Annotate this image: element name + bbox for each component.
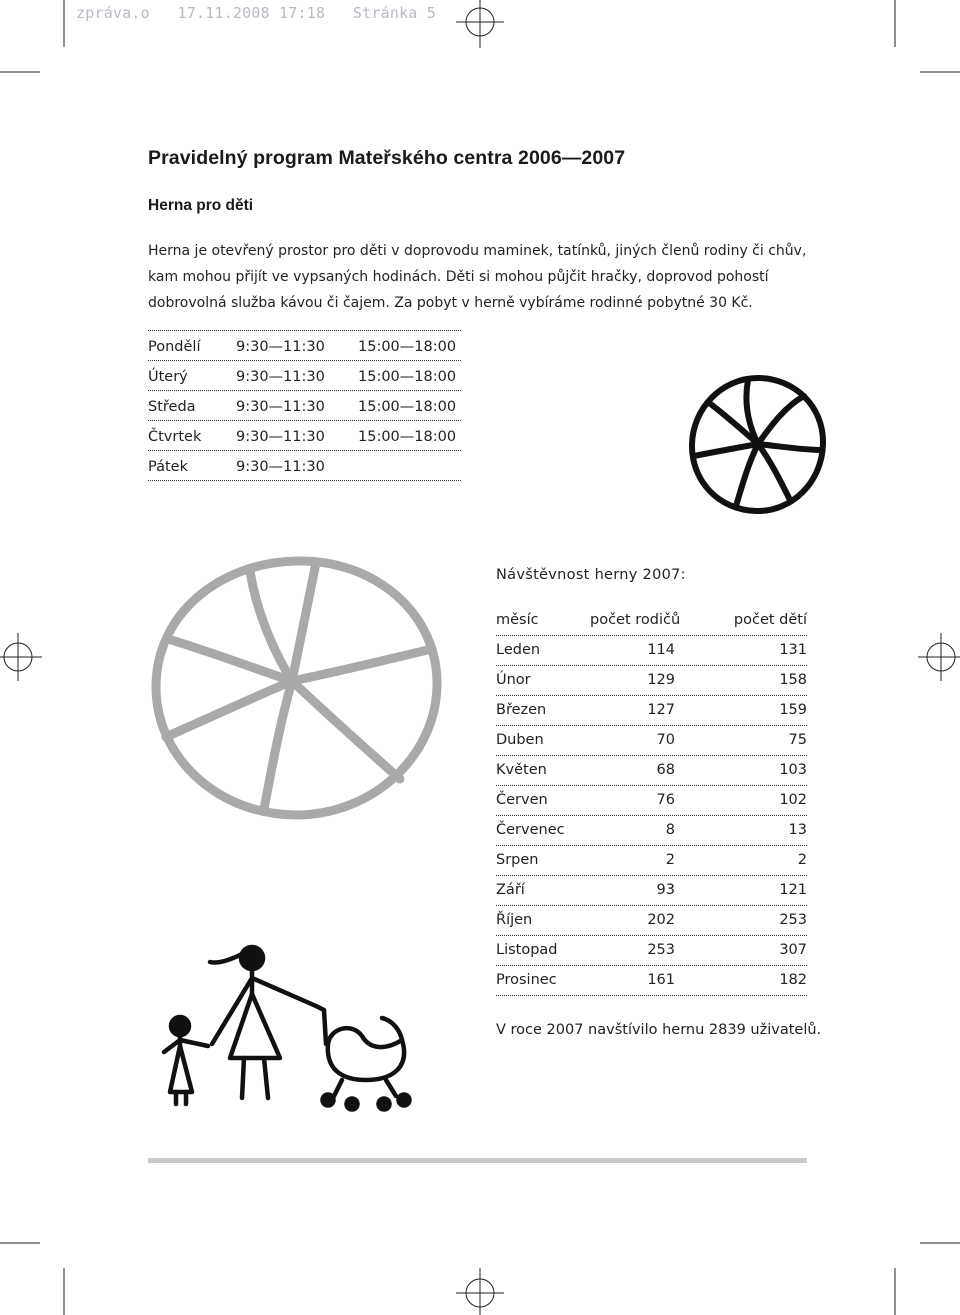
- ball-drawing-icon: [686, 372, 830, 518]
- table-row: [496, 906, 807, 936]
- column-header: počet dětí: [733, 612, 807, 628]
- table-cell: 202: [647, 912, 675, 928]
- hours-row: [148, 391, 461, 421]
- table-cell: Září: [496, 882, 525, 898]
- table-row: [496, 876, 807, 906]
- table-cell: 121: [779, 882, 807, 898]
- hours-morning: 9:30—11:30: [236, 399, 325, 415]
- table-cell: Červenec: [496, 822, 565, 838]
- hours-morning: 9:30—11:30: [236, 459, 325, 475]
- table-cell: 8: [665, 822, 675, 838]
- page-title: Pravidelný program Mateřského centra 2006—2007: [148, 147, 626, 169]
- table-cell: 70: [656, 732, 675, 748]
- print-slug: zpráva.o 17.11.2008 17:18 Stránka 5: [76, 4, 436, 22]
- hours-day: Úterý: [148, 369, 188, 385]
- hours-afternoon: 15:00—18:00: [358, 429, 457, 445]
- table-cell: Únor: [496, 672, 531, 688]
- intro-paragraph: [148, 238, 828, 316]
- table-row: [496, 786, 807, 816]
- table-cell: 127: [647, 702, 675, 718]
- intro-line: Herna je otevřený prostor pro děti v doprovodu maminek, tatínků, jiných členů rodiny či chův,: [148, 243, 807, 259]
- visits-title: Návštěvnost herny 2007:: [496, 567, 686, 583]
- hours-afternoon: 15:00—18:00: [358, 339, 457, 355]
- table-cell: Říjen: [496, 912, 533, 928]
- table-cell: 131: [779, 642, 807, 658]
- table-cell: 253: [647, 942, 675, 958]
- table-cell: Březen: [496, 702, 547, 718]
- table-row: [496, 666, 807, 696]
- table-row: [496, 696, 807, 726]
- intro-line: dobrovolná služba kávou či čajem. Za pobyt v herně vybíráme rodinné pobytné 30 Kč.: [148, 295, 753, 311]
- table-cell: 68: [656, 762, 675, 778]
- table-cell: 75: [788, 732, 807, 748]
- hours-day: Čtvrtek: [148, 429, 202, 445]
- hours-morning: 9:30—11:30: [236, 339, 325, 355]
- table-row: [496, 936, 807, 966]
- table-row: [496, 816, 807, 846]
- hours-day: Pátek: [148, 459, 188, 475]
- table-cell: Leden: [496, 642, 541, 658]
- hours-day: Středa: [148, 399, 196, 415]
- table-row: [496, 966, 807, 996]
- table-cell: 93: [656, 882, 675, 898]
- table-cell: 161: [647, 972, 675, 988]
- table-cell: Květen: [496, 762, 547, 778]
- column-header: měsíc: [496, 612, 539, 628]
- ball-drawing-icon: [146, 553, 446, 823]
- table-cell: 2: [797, 852, 807, 868]
- family-drawing-icon: [156, 940, 416, 1120]
- table-cell: 129: [647, 672, 675, 688]
- table-cell: 253: [779, 912, 807, 928]
- table-cell: 76: [656, 792, 675, 808]
- intro-line: kam mohou přijít ve vypsaných hodinách. Děti si mohou půjčit hračky, doprovod pohostí: [148, 269, 769, 285]
- column-header: počet rodičů: [590, 612, 681, 628]
- hours-row: [148, 451, 461, 481]
- section-title: Herna pro děti: [148, 197, 254, 214]
- table-cell: Duben: [496, 732, 544, 748]
- hours-row: [148, 331, 461, 361]
- hours-row: [148, 421, 461, 451]
- table-cell: Listopad: [496, 942, 558, 958]
- hours-afternoon: 15:00—18:00: [358, 399, 457, 415]
- hours-day: Pondělí: [148, 339, 201, 355]
- table-cell: 114: [647, 642, 675, 658]
- table-cell: 182: [779, 972, 807, 988]
- table-row: [496, 846, 807, 876]
- table-row: [496, 756, 807, 786]
- table-row: [496, 636, 807, 666]
- table-cell: 2: [665, 852, 675, 868]
- table-cell: 159: [779, 702, 807, 718]
- opening-hours-table: [148, 330, 461, 481]
- visits-summary: V roce 2007 navštívilo hernu 2839 uživatelů.: [496, 1022, 822, 1038]
- table-cell: Prosinec: [496, 972, 557, 988]
- hours-row: [148, 361, 461, 391]
- hours-morning: 9:30—11:30: [236, 369, 325, 385]
- table-cell: Červen: [496, 792, 548, 808]
- table-cell: 13: [788, 822, 807, 838]
- table-cell: 103: [779, 762, 807, 778]
- table-header: [496, 606, 807, 636]
- footer-divider: [148, 1158, 807, 1163]
- table-cell: 158: [779, 672, 807, 688]
- table-cell: 307: [779, 942, 807, 958]
- hours-afternoon: 15:00—18:00: [358, 369, 457, 385]
- visits-table: [496, 606, 807, 996]
- table-cell: Srpen: [496, 852, 539, 868]
- table-row: [496, 726, 807, 756]
- hours-morning: 9:30—11:30: [236, 429, 325, 445]
- table-cell: 102: [779, 792, 807, 808]
